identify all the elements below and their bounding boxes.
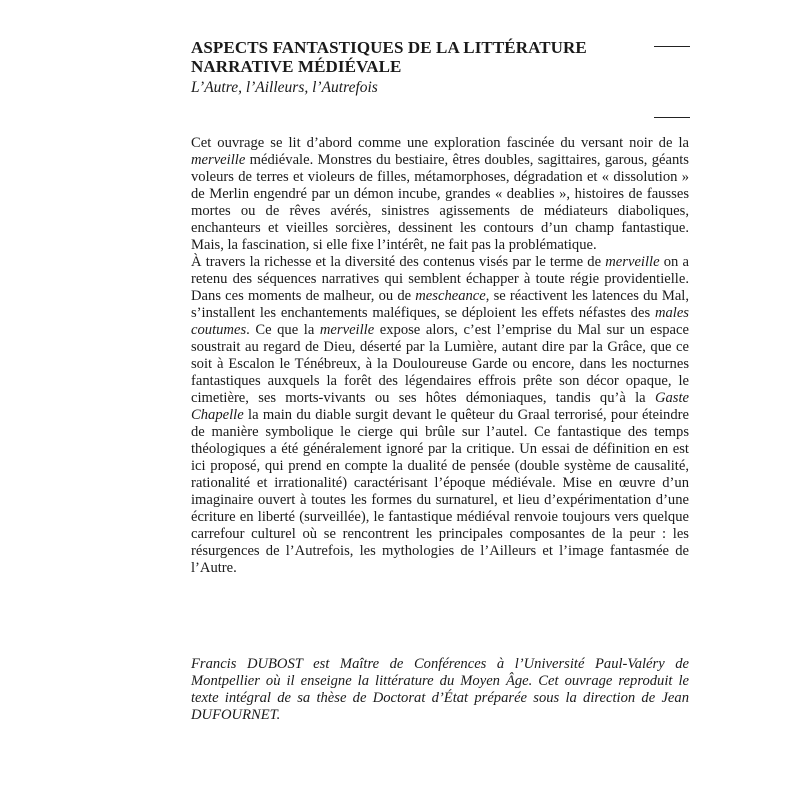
decorative-rule-top xyxy=(654,46,690,47)
p2-text-e: , se réactivent les latences du Mal, s’installent les enchantements maléfiques, se déploient les effets néfastes des xyxy=(191,288,689,321)
decorative-rule-bottom xyxy=(654,117,690,118)
blurb-paragraph-1 xyxy=(191,135,689,254)
blurb-paragraph-2 xyxy=(191,254,689,577)
p2-term-mescheance: mescheance xyxy=(415,288,486,304)
p2-term-males-coutumes: males coutumes xyxy=(191,305,689,338)
p2-term-merveille-2: merveille xyxy=(319,322,375,338)
p1-text-a: Cet ouvrage se lit d’abord comme une exploration fascinée du versant noir de la xyxy=(191,135,689,151)
p2-text-g: . Ce que la xyxy=(246,322,320,338)
author-note: Francis DUBOST est Maître de Conférences à l’Université Paul-Valéry de Montpellier où il enseigne la littérature du Moyen Âge. Cet ouvrage reproduit le texte intégral de sa thèse de Doctorat d’État préparée sous la direction de Jean DUFOURNET. xyxy=(191,656,689,723)
p2-text-i: expose alors, c’est l’emprise du Mal sur un espace soustrait au regard de Dieu, déserté par la Lumière, autant dire par la Grâce, que ce soit à Escalon le Ténébreux, à la Douloureuse Garde ou encore, dans les nocturnes fantastiques auxquels la forêt des légendaires effrois prête son décor opaque, le cimetière, ses morts-vivants ou ses hôtes démoniaques, tandis qu’à la xyxy=(191,322,689,406)
book-subtitle: L’Autre, l’Ailleurs, l’Autrefois xyxy=(191,79,378,96)
p2-text-a: À travers la richesse et la diversité des contenus visés par le terme de xyxy=(191,254,606,270)
book-title-line1: ASPECTS FANTASTIQUES DE LA LITTÉRATURE xyxy=(191,38,587,57)
p1-term-merveille: merveille xyxy=(191,152,246,168)
book-title-line2: NARRATIVE MÉDIÉVALE xyxy=(191,57,402,76)
book-title xyxy=(191,38,621,76)
p1-text-c: médiévale. Monstres du bestiaire, êtres doubles, sagittaires, garous, géants voleurs de terres et violeurs de filles, métamorphoses, dégradation et « dissolution » de Merlin engendré par un démon incube, grandes « deablies », histoires de fausses mortes ou de rêves avérés, sinistres agissements de médiateurs diaboliques, enchanteurs et vieilles sorcières, dessinent les contours d’un champ fantastique. Mais, la fascination, si elle fixe l’intérêt, ne fait pas la problématique. xyxy=(191,152,689,253)
book-header xyxy=(191,38,621,98)
p2-term-merveille-1: merveille xyxy=(605,254,660,270)
p2-text-k: la main du diable surgit devant le quêteur du Graal terrorisé, pour éteindre de manière symbolique le cierge qui brûle sur l’autel. Ce fantastique des temps théologiques a été généralement ignoré par la critique. Un essai de définition en est ici proposé, qui prend en compte la dualité de pensée (double système de causalité, rationalité et irrationalité) caractérisant l’époque médiévale. Mise en œuvre d’un imaginaire ouvert à toutes les formes du surnaturel, et lieu d’expérimentation d’une écriture en liberté (surveillée), le fantastique médiéval renvoie toujours vers quelque carrefour culturel où se rencontrent les principales composantes de la peur : les résurgences de l’Autrefois, les mythologies de l’Ailleurs et l’image fantasmée de l’Autre. xyxy=(191,407,689,576)
blurb-body xyxy=(191,135,689,577)
p2-text-c: on a retenu des séquences narratives qui semblent échapper à toute régie providentielle. Dans ces moments de malheur, ou de xyxy=(191,254,689,304)
p2-term-gaste-chapelle: Gaste Chapelle xyxy=(191,390,689,423)
